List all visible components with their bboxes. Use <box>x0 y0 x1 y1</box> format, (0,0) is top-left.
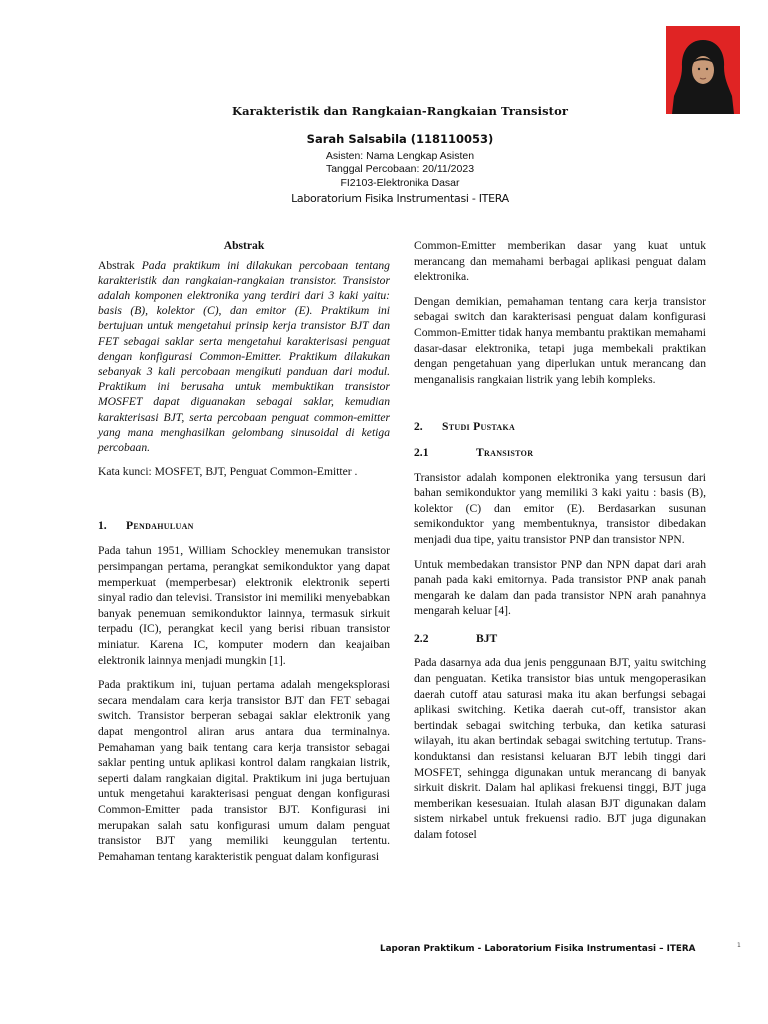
subsection-number: 2.1 <box>414 445 429 459</box>
transistor-paragraph-1: Transistor adalah komponen elektronika yang tersusun dari bahan semikonduktor yang memiliki 3 kaki yaitu : basis (B), kolektor (C) dan emitor (E). Berdasarkan susunan semikonduktor yang membentuknya, transistor dibedakan menjadi dua tipe, yaitu transistor PNP dan transistor NPN. <box>414 470 706 546</box>
subsection-heading-transistor <box>414 445 706 461</box>
page-footer: Laporan Praktikum - Laboratorium Fisika Instrumentasi – ITERA <box>380 944 696 954</box>
author-photo <box>666 26 740 114</box>
abstract-heading: Abstrak <box>223 239 265 252</box>
course-name: FI2103-Elektronika Dasar <box>340 176 460 189</box>
transistor-paragraph-2: Untuk membedakan transistor PNP dan NPN dapat dari arah panah pada kaki emitornya. Pada transistor PNP anak panah mengarah ke dalam dan pada transistor NPN arah panahnya mengarah keluar [4]. <box>414 557 706 618</box>
intro-paragraph-1: Pada tahun 1951, William Schockley menemukan transistor persimpangan pertama, perangkat semikonduktor yang dapat memperkuat (memperbesar) elektronik elektronik seperti sinyal radio dan televisi. Transistor ini memiliki menyebabkan banyak penemuan semikonduktor lainnya, termasuk sirkuit terpadu (IC), perangkat kecil yang berisi ribuan transistor miniatur. Karena IC, komputer modern dan keajaiban elektronik lainnya menjadi mungkin [1]. <box>98 544 390 667</box>
assistant-name: Asisten: Nama Lengkap Asisten <box>325 150 475 162</box>
bjt-paragraph-1: Pada dasarnya ada dua jenis penggunaan BJT, yaitu switching dan penguatan. Ketika transistor bias untuk mengoperasikan daerah cutoff atau saturasi maka itu akan berfungsi sebagai aplikasi switching. Ketika daerah cut-off, transistor akan bertindak sebagai switching terbuka, dan ketika saturasi wilayah, itu akan bertindak sebagai switching tertutup. Trans-konduktansi dan resistansi keluaran BJT lebih tinggi dari MOSFET, sehingga digunakan untuk merancang di banyak sirkuit diskrit. Dalam hal aplikasi frekuensi tinggi, BJT juga memberikan kesesuaian. Itulah alasan BJT digunakan dalam sistem nirkabel untuk frekuensi radio. BJT juga digunakan dalam fotosel <box>414 656 706 841</box>
left-column <box>98 238 390 873</box>
subsection-heading-bjt <box>414 631 706 647</box>
section-number: 2. <box>414 420 423 434</box>
subsection-title: BJT <box>476 631 498 645</box>
subsection-title: Transistor <box>476 445 534 459</box>
paper-title: Karakteristik dan Rangkaian-Rangkaian Transistor <box>231 104 569 118</box>
section-title: Pendahuluan <box>126 518 194 532</box>
lab-name: Laboratorium Fisika Instrumentasi - ITERA <box>291 192 509 205</box>
section-number: 1. <box>98 518 107 532</box>
page-number: 1 <box>737 942 741 949</box>
abstract-lead: Abstrak <box>98 258 135 272</box>
author-name: Sarah Salsabila (118110053) <box>306 132 494 146</box>
section-heading-literature <box>414 419 706 435</box>
abstract-text: Pada praktikum ini dilakukan percobaan tentang karakteristik dan rangkaian-rangkaian transistor. Transistor adalah komponen elektronika yang terdiri dari 3 kaki yaitu: basis (B), kolektor (C), dan emitor (E). Praktikum ini bertujuan untuk mengetahui prinsip kerja transistor BJT dan FET sebagai saklar serta mengetahui karakterisasi penguat dengan konfigurasi Common-Emitter. Praktikum dilakukan sebanyak 3 kali percobaan mengikuti panduan dari modul. Praktikum ini berusaha untuk membuktikan transistor MOSFET dapat diguanakan sebagai saklar, kemudian karakterisasi BJT, serta percobaan penguat common-emitter yang mana menghasilkan gelombang sinusoidal di ketiga percobaan. <box>98 258 390 455</box>
experiment-date: Tanggal Percobaan: 20/11/2023 <box>325 163 475 176</box>
right-column <box>414 238 706 852</box>
section-title: Studi Pustaka <box>442 420 516 434</box>
section-heading-introduction <box>98 518 390 534</box>
subsection-number: 2.2 <box>414 631 429 645</box>
intro-paragraph-2: Pada praktikum ini, tujuan pertama adalah mengeksplorasi secara mendalam cara kerja transistor BJT dan FET sebagai switch. Transistor berperan sebagai saklar elektronik yang dapat mengontrol aliran arus antara dua terminalnya. Pemahaman yang baik tentang cara kerja transistor sebagai saklar penting untuk aplikasi kontrol dalam rangkaian listrik, seperti dalam rangkaian digital. Praktikum ini juga bertujuan untuk mengetahui karakterisasi penguat dengan konfigurasi Common-Emitter pada transistor BJT. Konfigurasi ini merupakan salah satu konfigurasi umum dalam penguat transistor BJT yang memiliki keunggulan tertentu. Pemahaman tentang karakteristik penguat dalam konfigurasi <box>98 678 390 863</box>
meta-info <box>200 150 600 190</box>
intro-continued-paragraph-1: Common-Emitter memberikan dasar yang kuat untuk merancang dan memahami berbagai aplikasi penguat dalam elektronika. <box>414 239 706 284</box>
keywords: Kata kunci: MOSFET, BJT, Penguat Common-Emitter . <box>98 465 358 479</box>
abstract-body <box>98 258 390 456</box>
intro-continued-paragraph-2: Dengan demikian, pemahaman tentang cara kerja transistor sebagai switch dan karakterisasi penguat dalam konfigurasi Common-Emitter tidak hanya membantu praktikan memahami dasar-dasar elektronika, tetapi juga membekali praktikan dengan pengetahuan yang diperlukan untuk merancang dan menganalisis rangkaian listrik yang lebih kompleks. <box>414 294 706 386</box>
